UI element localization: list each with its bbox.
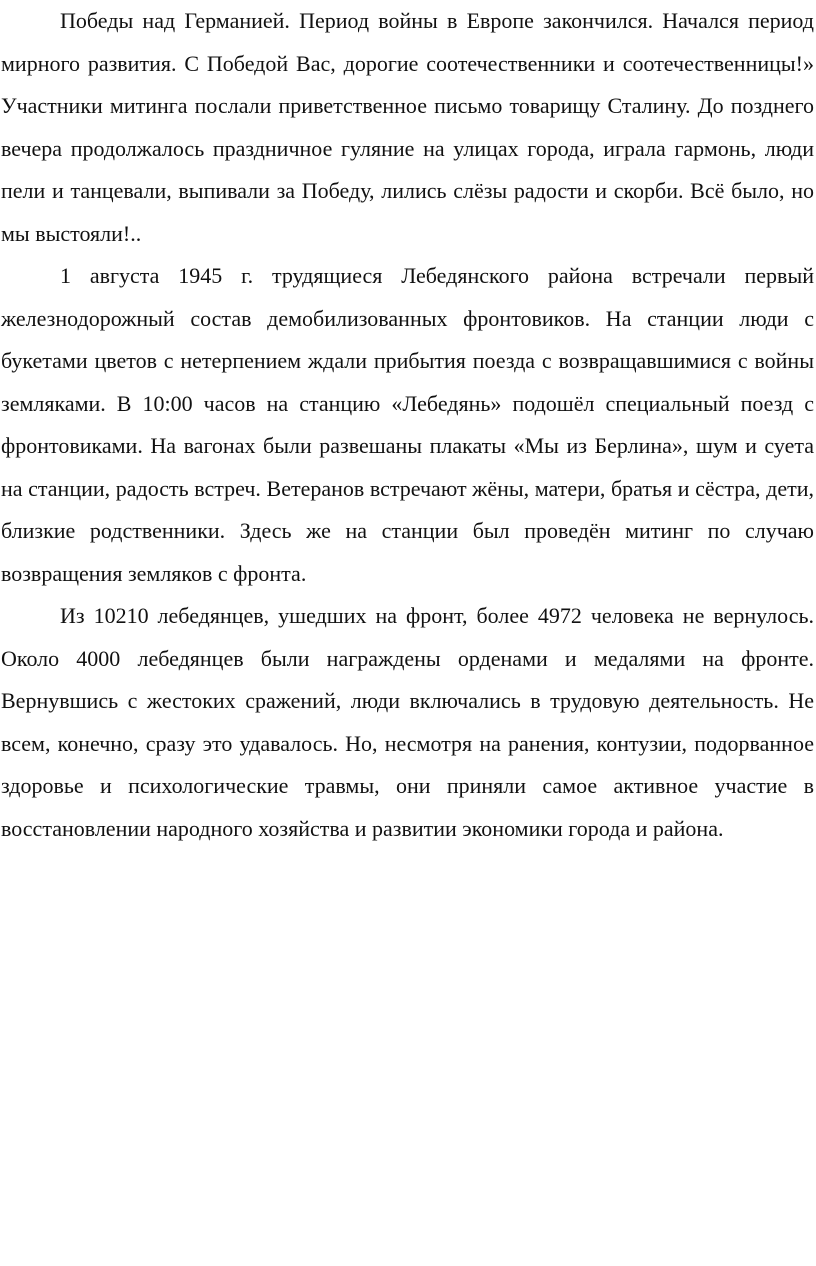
paragraph-veterans-arrival: 1 августа 1945 г. трудящиеся Лебедянского района встречали первый железнодорожный состав демобилизованных фронтовиков. На станции люди с букетами цветов с нетерпением ждали прибытия поезда с возвращавшимися с войны земляками. В 10:00 часов на станцию «Лебедянь» подошёл специальный поезд с фронтовиками. На вагонах были развешаны плакаты «Мы из Берлина», шум и суета на станции, радость встреч. Ветеранов встречают жёны, матери, братья и сёстра, дети, близкие родственники. Здесь же на станции был проведён митинг по случаю возвращения земляков с фронта. — [1, 263, 814, 586]
paragraph-victory-celebration: Победы над Германией. Период войны в Европе закончился. Начался период мирного развития. С Победой Вас, дорогие соотечественники и соотечественницы!» Участники митинга послали приветственное письмо товарищу Сталину. До позднего вечера продолжалось праздничное гуляние на улицах города, играла гармонь, люди пели и танцевали, выпивали за Победу, лились слёзы радости и скорби. Всё было, но мы выстояли!.. — [1, 8, 814, 246]
paragraph-veterans-statistics: Из 10210 лебедянцев, ушедших на фронт, более 4972 человека не вернулось. Около 4000 лебедянцев были награждены орденами и медалями на фронте. Вернувшись с жестоких сражений, люди включались в трудовую деятельность. Не всем, конечно, сразу это удавалось. Но, несмотря на ранения, контузии, подорванное здоровье и психологические травмы, они приняли самое активное участие в восстановлении народного хозяйства и развитии экономики города и района. — [1, 603, 814, 841]
